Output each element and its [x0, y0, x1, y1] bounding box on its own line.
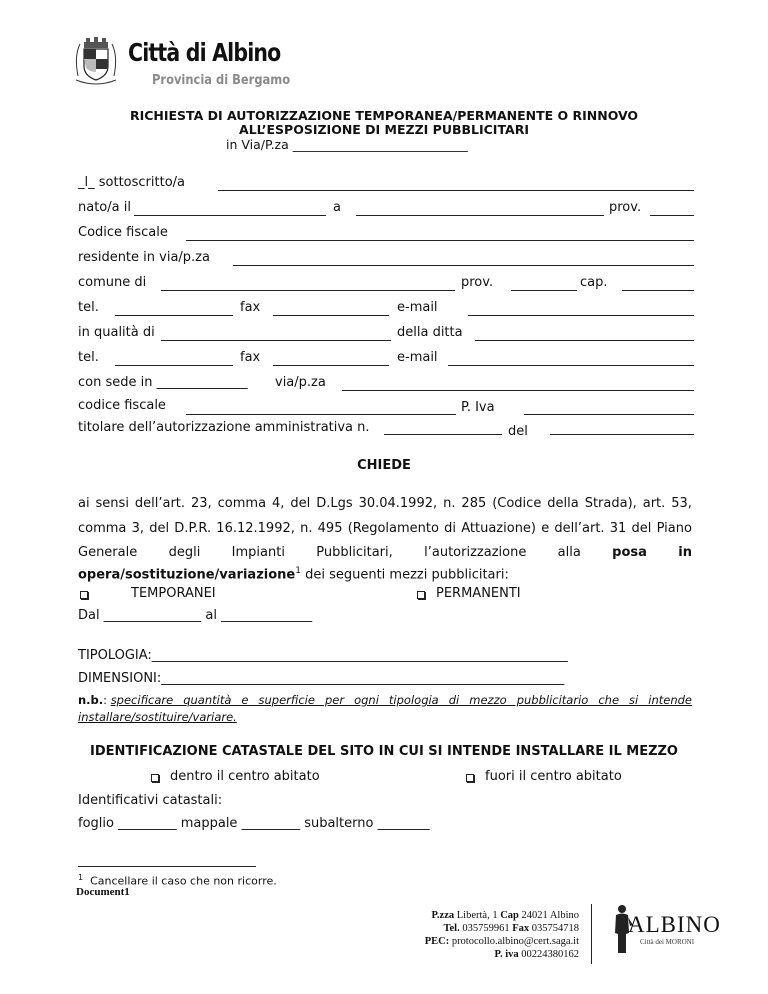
footer-logo-sub: Città dei MORONI	[640, 938, 695, 946]
dal-al-field[interactable]: Dal _______________ al ______________	[78, 608, 313, 623]
label-residente: residente in via/p.za	[78, 250, 210, 265]
nb-label: n.b.	[78, 693, 104, 707]
field-prov-residenza[interactable]	[511, 290, 577, 291]
body-word: ai	[78, 496, 90, 511]
field-sottoscritto[interactable]	[218, 190, 694, 191]
body-word: D.P.R.	[174, 521, 212, 536]
chiede-heading: CHIEDE	[357, 458, 411, 473]
body-word: (Regolamento	[347, 521, 439, 536]
field-email[interactable]	[468, 315, 694, 316]
body-word: dell’art.	[554, 521, 605, 536]
form-title-line1: RICHIESTA DI AUTORIZZAZIONE TEMPORANEA/PERMANENTE O RINNOVO	[129, 108, 639, 123]
label-a: a	[333, 200, 341, 215]
field-tel[interactable]	[115, 315, 233, 316]
field-autorizzazione-del[interactable]	[550, 434, 694, 435]
label-della-ditta: della ditta	[397, 325, 463, 340]
nb-text: specificare quantità e superficie per ogni tipologia di mezzo pubblicitario che si intende	[110, 693, 692, 707]
field-residente[interactable]	[233, 265, 694, 266]
tipologia-field[interactable]: TIPOLOGIA:________________________________________________________________	[78, 648, 568, 663]
coat-of-arms-icon	[70, 36, 122, 86]
permanenti-checkbox[interactable]	[417, 591, 425, 599]
field-nato-il[interactable]	[134, 215, 326, 216]
temporanei-checkbox[interactable]	[80, 591, 88, 599]
form-title-line2: ALL’ESPOSIZIONE DI MEZZI PUBBLICITARI	[239, 122, 529, 137]
label-codice-fiscale: Codice fiscale	[78, 225, 168, 240]
fuori-label: fuori il centro abitato	[485, 769, 622, 784]
body-word: sensi	[95, 496, 129, 511]
dentro-checkbox[interactable]	[151, 774, 159, 782]
field-autorizzazione-n[interactable]	[384, 434, 502, 435]
body-word-posa: posa	[612, 545, 647, 560]
body-word: della	[547, 496, 579, 511]
field-luogo-nascita[interactable]	[356, 215, 604, 216]
foglio-field[interactable]: foglio _________ mappale _________ subalterno ________	[78, 816, 430, 831]
body-word: comma	[217, 496, 267, 511]
label-tel: tel.	[78, 300, 99, 315]
label-con-sede: con sede in ______________	[78, 375, 248, 390]
body-line-4	[78, 566, 692, 582]
label-fax: fax	[240, 300, 261, 315]
dentro-label: dentro il centro abitato	[170, 769, 320, 784]
body-word: Pubblicitari,	[316, 545, 393, 560]
label-via-pza: via/p.za	[275, 375, 326, 390]
body-word: 4,	[272, 496, 285, 511]
body-word: del	[631, 521, 652, 536]
body-word: 285	[461, 496, 487, 511]
body-word: Attuazione)	[461, 521, 536, 536]
body-word: del	[149, 521, 170, 536]
temporanei-label: TEMPORANEI	[131, 586, 216, 601]
body-word: comma	[78, 521, 127, 536]
footnote-number: 1	[78, 873, 84, 882]
label-del: del	[508, 424, 528, 439]
label-fax2: fax	[240, 350, 261, 365]
body-word: di	[444, 521, 457, 536]
field-codice-fiscale[interactable]	[186, 240, 694, 241]
body-word: Generale	[78, 545, 138, 560]
label-titolare: titolare dell’autorizzazione amministrativa n.	[78, 420, 370, 435]
label-tel2: tel.	[78, 350, 99, 365]
field-codice-fiscale-ditta[interactable]	[186, 414, 456, 415]
body-word: 31	[609, 521, 627, 536]
label-p-iva: P. Iva	[461, 400, 495, 415]
dimensioni-field[interactable]: DIMENSIONI:______________________________________________________________	[78, 671, 565, 686]
field-email-ditta[interactable]	[448, 365, 694, 366]
body-line-1	[78, 496, 692, 511]
label-email: e-mail	[397, 300, 438, 315]
label-in-qualita: in qualità di	[78, 325, 155, 340]
body-word: 53,	[671, 496, 692, 511]
document-name: Document1	[76, 886, 130, 898]
body-word: dell’art.	[134, 496, 186, 511]
body-line-3	[78, 545, 692, 560]
label-email2: e-mail	[397, 350, 438, 365]
body-word: art.	[642, 496, 666, 511]
province-name: Provincia di Bergamo	[152, 72, 291, 88]
field-tel-ditta[interactable]	[115, 365, 233, 366]
label-prov: prov.	[609, 200, 642, 215]
field-fax-ditta[interactable]	[273, 365, 389, 366]
body-word: 23,	[191, 496, 212, 511]
permanenti-label: PERMANENTI	[436, 586, 521, 601]
label-prov2: prov.	[461, 275, 494, 290]
body-word: 495	[317, 521, 343, 536]
body-word: Strada),	[584, 496, 637, 511]
body-word: alla	[557, 545, 581, 560]
body-word: del	[290, 496, 311, 511]
field-fax[interactable]	[273, 315, 389, 316]
body-word: D.Lgs	[316, 496, 353, 511]
label-nato-il: nato/a il	[78, 200, 131, 215]
identificativi-label: Identificativi catastali:	[78, 793, 223, 808]
label-sottoscritto: _l_ sottoscritto/a	[78, 175, 185, 190]
footer-logo-text: ALBINO	[628, 912, 721, 937]
footer-divider	[591, 904, 592, 964]
body-word: n.	[300, 521, 313, 536]
body-word: e	[541, 521, 550, 536]
body-word: (Codice	[492, 496, 542, 511]
label-comune: comune di	[78, 275, 147, 290]
body-word: degli	[168, 545, 201, 560]
field-via-ditta[interactable]	[342, 390, 694, 391]
nb-text-2: installare/sostituire/variare.	[78, 710, 237, 724]
field-comune[interactable]	[161, 290, 455, 291]
body-word: l’autorizzazione	[424, 545, 527, 560]
body-line-4-rest: dei seguenti mezzi pubblicitari:	[300, 567, 509, 583]
body-word: 30.04.1992,	[358, 496, 438, 511]
field-in-qualita[interactable]	[161, 340, 391, 341]
footnote-ref: 1	[295, 566, 301, 576]
body-bold-options: opera/sostituzione/variazione	[78, 567, 296, 583]
body-word: Piano	[656, 521, 692, 536]
footer-address: P.zza Libertà, 1 Cap 24021 Albino Tel. 035759961 Fax 035754718 PEC: protocollo.albino@cert.saga.it P. iva 00224380162	[424, 910, 579, 960]
field-p-iva[interactable]	[524, 414, 694, 415]
field-della-ditta[interactable]	[475, 340, 694, 341]
body-word-in: in	[678, 545, 692, 560]
footnote-separator	[78, 866, 256, 867]
label-codice-fiscale2: codice fiscale	[78, 398, 166, 413]
field-cap[interactable]	[622, 290, 694, 291]
footnote-text: Cancellare il caso che non ricorre.	[90, 874, 277, 888]
body-line-2	[78, 521, 692, 536]
field-prov-nascita[interactable]	[650, 215, 694, 216]
form-title-address: in Via/P.za ____________________________	[226, 137, 468, 152]
city-name: Città di Albino	[128, 38, 281, 67]
body-word: 3,	[131, 521, 145, 536]
body-word: n.	[443, 496, 456, 511]
body-word: 16.12.1992,	[216, 521, 295, 536]
nb-note: n.b. : specificare quantità e superficie per ogni tipologia di mezzo pubblicitario che si intende	[78, 693, 692, 707]
catastale-heading: IDENTIFICAZIONE CATASTALE DEL SITO IN CUI SI INTENDE INSTALLARE IL MEZZO	[89, 744, 678, 759]
body-word: Impianti	[231, 545, 285, 560]
fuori-checkbox[interactable]	[466, 774, 474, 782]
label-cap: cap.	[580, 275, 608, 290]
